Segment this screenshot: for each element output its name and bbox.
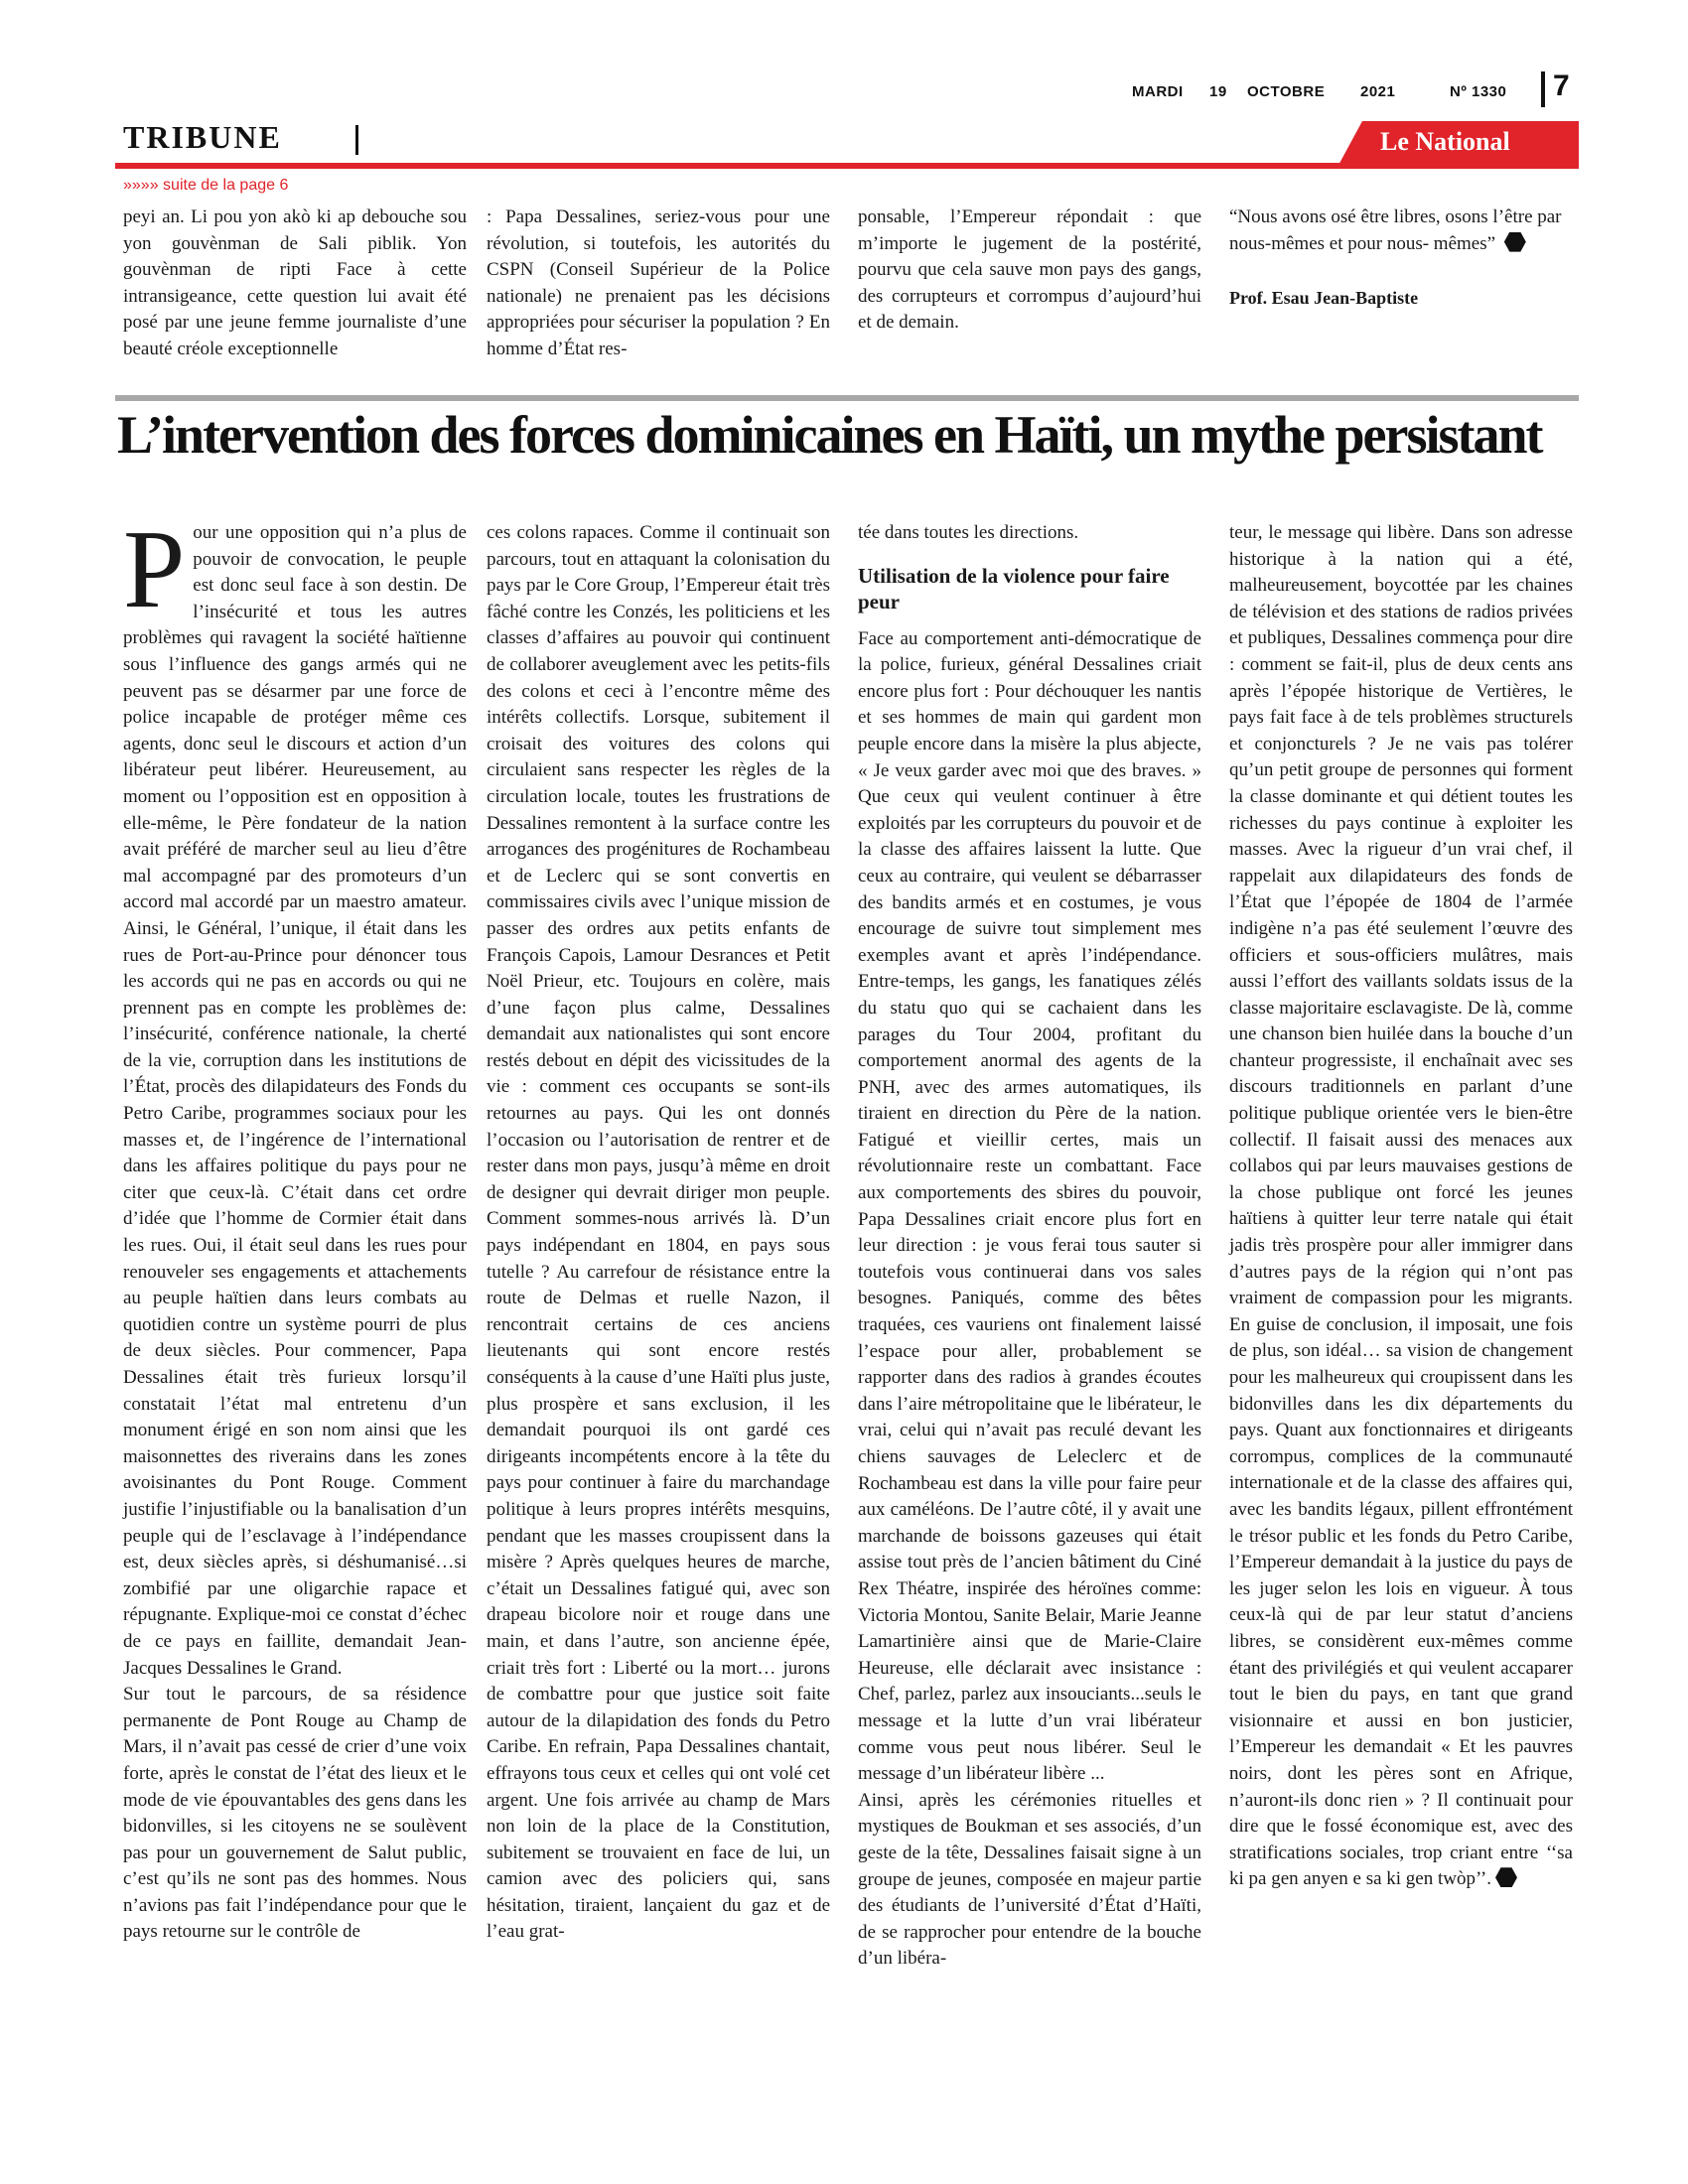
date-day-name: MARDI — [1132, 83, 1184, 100]
article-divider — [115, 395, 1579, 401]
quote-author: Prof. Esau Jean-Baptiste — [1229, 288, 1419, 308]
article-column-1 — [123, 508, 467, 1946]
article-paragraph: Ainsi, après les cérémonies rituelles et mystiques de Boukman et ses associés, d’un geste de la tête, Dessalines faisait signe à un groupe de jeunes, composée en majeur partie des étudiants de l’université d’État d’Haïti, de se rapprocher pour entendre de la bouche d’un libéra- — [858, 1789, 1201, 1970]
article-paragraph: ces colons rapaces. Comme il continuait son parcours, tout en attaquant la colonisation du pays par le Core Group, l’Empereur était très fâché contre les Conzés, les politiciens et les classes d’affaires au pouvoir qui continuent de collaborer aveuglement avec les petits-fils des colons et ceci à l’encontre même des intérêts collectifs. Lorsque, subitement il croisait des voitures des colons qui circulaient sans respecter les règles de la circulation locale, toutes les frustrations de Dessalines remontent à la surface contre les arrogances des progénitures de Rochambeau et de Leclerc qui se sont convertis en commissaires civils avec l’unique mission de passer des ordres aux petits enfants de François Capois, Lamour Desrances et Petit Noël Prieur, etc. Toujours en colère, mais d’une façon plus calme, Dessalines demandait aux nationalistes qui sont encore restés debout en dépit des vicissitudes de la vie : comment ces occupants se sont-ils retournes au pays. Qui les ont donnés l’occasion ou l’autorisation de rentrer et de rester dans mon pays, jusqu’à même en droit de designer qui devrait diriger mon peuple. Comment sommes-nous arrivés là. D’un pays indépendant en 1804, en pays sous tutelle ? Au carrefour de résistance entre la route de Delmas et ruelle Nazon, il rencontrait certains de ces anciens lieutenants qui sont encore restés conséquents à la cause d’une Haïti plus juste, plus prospère et sans exclusion, il les demandait pourquoi ils ont gardé ces dirigeants incompétents encore à la tête du pays pour continuer à faire du marchandage politique à leurs propres intérêts mesquins, pendant que les masses croupissent dans la misère ? Après quelques heures de marche, c’était un Dessalines fatigué qui, avec son drapeau bicolore noir et rouge dans une main, et dans l’autre, son ancienne épée, criait très fort : Liberté ou la mort… jurons de combattre pour que justice soit faite autour de la dilapidation des fonds du Petro Caribe. En refrain, Papa Dessalines chantait, effrayons tous ceux et celles qui ont volé cet argent. Une fois arrivée au champ de Mars non loin de la place de la Constitution, subitement se trouvaient en face de lui, un camion avec des policiers qui, sans hésitation, tiraient, lançaient du gaz et de l’eau grat- — [487, 522, 830, 1943]
article-paragraph: Sur tout le parcours, de sa résidence permanente de Pont Rouge au Champ de Mars, il n’avait pas cessé de crier d’une voix forte, après le constat de l’état des lieux et le mode de vie épouvantables des gens dans les bidonvilles, si les citoyens ne se soulèvent pas pour un gouvernement de Salut public, c’est qu’ils ne sont pas des hommes. Nous n’avions pas fait l’indépendance pour que le pays retourne sur le contrôle de — [123, 1684, 467, 1943]
article-column-4 — [1229, 520, 1573, 1893]
top-column-3: ponsable, l’Empereur répondait : que m’importe le jugement de la postérité, pourvu que cela sauve mon pays des gangs, des corrupteurs et corrompus d’aujourd’hui et de demain. — [858, 206, 1201, 334]
header-rule — [115, 163, 1579, 169]
date-day: 19 — [1209, 83, 1227, 100]
page-number: 7 — [1553, 69, 1570, 102]
article-headline: L’intervention des forces dominicaines en Haïti, un mythe persistant — [117, 405, 1542, 465]
end-mark-icon — [1504, 232, 1526, 252]
issue-number: Nº 1330 — [1450, 83, 1507, 100]
article-paragraph: tée dans toutes les directions. — [858, 522, 1079, 543]
pull-quote — [1229, 205, 1579, 257]
section-label: TRIBUNE — [123, 119, 282, 155]
article-column-3 — [858, 520, 1201, 1973]
date-month: OCTOBRE — [1247, 83, 1326, 100]
article-paragraph — [1229, 520, 1573, 1893]
article-paragraph: Face au comportement anti-démocratique de la police, furieux, général Dessalines criait encore plus fort : Pour déchouquer les nantis et ses hommes de main qui gardent mon peuple encore dans la misère la plus abjecte, « Je veux garder avec moi que des braves. » Que ceux qui veulent continuer à être exploités par les corrupteurs du pouvoir et de la classe des affaires laissent la lutte. Que ceux au contraire, qui veulent se débarrasser des bandits armés et en costumes, je vous encourage de suivre tout simplement mes exemples avant et après l’indépendance. Entre-temps, les gangs, les fanatiques zélés du statu quo qui se cachaient dans les parages du Tour 2004, profitant du comportement anormal des agents de la PNH, avec des armes automatiques, ils tiraient en direction du Père de la nation. Fatigué et vieillir certes, mais un révolutionnaire reste un combattant. Face aux comportements des sbires du pouvoir, Papa Dessalines criait encore plus fort en leur direction : je vous ferai tous sauter si toutefois vous continuerai dans vos sales besognes. Paniqués, comme des bêtes traquées, ces vauriens ont finalement laissé l’espace pour aller, probablement se rapporter dans des radios à grandes écoutes dans l’aire métropolitaine que le libérateur, le vrai, celui qui n’avait pas reculé devant les chiens sauvages de Leleclerc et de Rochambeau est dans la ville pour faire peur aux caméléons. De l’autre côté, il y avait une marchande de boissons gazeuses qui était assise tout près de l’ancien bâtiment du Ciné Rex Théatre, inspirée des héroïnes comme: Victoria Montou, Sanite Belair, Marie Jeanne Lamartinière ainsi que de Marie-Claire Heureuse, elle déclarait avec insistance : Chef, parlez, parlez aux insouciants...seuls le message et la lutte d’un vrai libérateur comme vous peut nous libérer. Seul le message d’un libérateur libère ... — [858, 627, 1201, 1785]
end-mark-icon — [1495, 1867, 1517, 1887]
drop-cap: P — [123, 508, 186, 631]
top-column-1: peyi an. Li pou yon akò ki ap debouche sou yon gouvènman de Sali piblik. Yon gouvènman de ripti Face à cette intransigeance, cette question lui avait été posé par une jeune femme journaliste d’une beauté créole exceptionnelle — [123, 206, 467, 359]
continued-from-link[interactable]: »»»» suite de la page 6 — [123, 177, 289, 194]
paragraph-text: our une opposition qui n’a plus de pouvoir de convocation, le peuple est donc seul face à son destin. De l’insécurité et tous les autres problèmes qui ravagent la société haïtienne sous l’influence des gangs armés qui ne peuvent pas se désarmer par une force de police incapable de protéger même ces agents, donc seul le discours et action d’un libérateur peut libérer. Heureusement, au moment ou l’opposition est en opposition à elle-même, le Père fondateur de la nation avait préféré de marcher seul au lieu d’être mal accompagné par des promoteurs d’un accord mal accordé par un maestro amateur. Ainsi, le Général, l’unique, il était dans les rues de Port-au-Prince pour dénoncer tous les accords qui ne pas en accords ou qui ne prennent pas en compte les problèmes de: l’insécurité, conférence nationale, la cherté de la vie, corruption dans les institutions de l’État, procès des dilapidateurs des Fonds du Petro Caribe, programmes sociaux pour les masses et, de l’ingérence de l’international dans les affaires politique du pays pour ne citer que ceux-là. C’était dans cet ordre d’idée que l’homme de Cormier était dans les rues. Oui, il était seul dans les rues pour renouveler ses engagements et attachements au peuple haïtien dans leurs combats au quotidien contre un système pourri de plus de deux siècles. Pour commencer, Papa Dessalines était très furieux lorsqu’il constatait l’état mal entretenu d’un monument érigé en son nom ainsi que les maisonnettes des riverains dans les zones avoisinantes du Pont Rouge. Comment justifie l’injustifiable ou la banalisation d’un peuple qui de l’esclavage à l’indépendance est, deux siècles après, si déshumanisé…si zombifié par une oligarchie rapace et répugnante. Explique-moi ce constat d’échec de ce pays en faillite, demandait Jean-Jacques Dessalines le Grand. — [123, 522, 467, 1679]
page-number-divider — [1541, 71, 1545, 107]
pull-quote-text: “Nous avons osé être libres, osons l’être par nous-mêmes et pour nous- mêmes” — [1229, 206, 1562, 254]
top-column-2: : Papa Dessalines, seriez-vous pour une révolution, si toutefois, les autorités du CSPN (Conseil Supérieur de la Police nationale) ne prenaient pas les décisions appropriées pour sécuriser la population ? En homme d’État res- — [487, 206, 830, 359]
brand-name: Le National — [1380, 127, 1510, 156]
article-paragraph — [123, 508, 467, 1682]
paragraph-text: teur, le message qui libère. Dans son adresse historique à la nation qui a été, malheureusement, boycottée par les chaines de télévision et des stations de radios privées et publiques, Dessalines commença pour dire : comment se fait-il, plus de deux cents ans après l’épopée historique de Vertières, le pays fait face à de tels problèmes structurels et conjoncturels ? Je ne vais pas tolérer qu’un petit groupe de personnes qui forment la classe dominante et qui détient toutes les richesses du pays continue à exploiter les masses. Avec la rigueur d’un vrai chef, il rappelait aux dilapidateurs des fonds de l’État que l’épopée de 1804 de l’armée indigène n’a pas été seulement l’œuvre des officiers et sous-officiers mulâtres, mais aussi l’effort des vaillants soldats issus de la classe majoritaire esclavagiste. De là, comme une chanson bien huilée dans la bouche d’un chanteur progressiste, il enchaînait avec ses discours traditionnels en parlant d’une politique publique orientée vers le bien-être collectif. Il faisait aussi des menaces aux collabos qui par leurs mauvaises gestions de la chose publique ont forcé les jeunes haïtiens à quitter leur terre natale qui était jadis très prospère pour aller immigrer dans d’autres pays de la région qui n’ont pas vraiment de compassion pour les migrants. En guise de conclusion, il imposait, une fois de plus, son idéal… sa vision de changement pour les malheureux qui croupissent dans les bidonvilles dans les dix départements du pays. Quant aux fonctionnaires et dirigeants corrompus, complices de la communauté internationale et de la classe des affaires qui, avec les bandits légaux, pillent effrontément le trésor public et les fonds du Petro Caribe, l’Empereur demandait à la justice du pays de les juger selon les lois en vigueur. À tous ceux-là qui de par leur statut d’anciens libres, se considèrent eux-mêmes comme étant des privilégiés et qui veulent accaparer tout le bien du pays, en tant que grand visionnaire et aussi en bon justicier, l’Empereur les demandait « Et les pauvres noirs, dont les pères sont en Afrique, n’auront-ils donc rien » ? Il continuait pour dire que le fossé économique est, avec des stratifications sociales, trop criant entre ‘‘sa ki pa gen anyen e sa ki gen twòp’’. — [1229, 522, 1573, 1890]
date-year: 2021 — [1360, 83, 1396, 100]
article-subheading: Utilisation de la violence pour faire peur — [858, 563, 1170, 614]
section-divider — [355, 125, 358, 155]
article-column-2 — [487, 520, 830, 1946]
